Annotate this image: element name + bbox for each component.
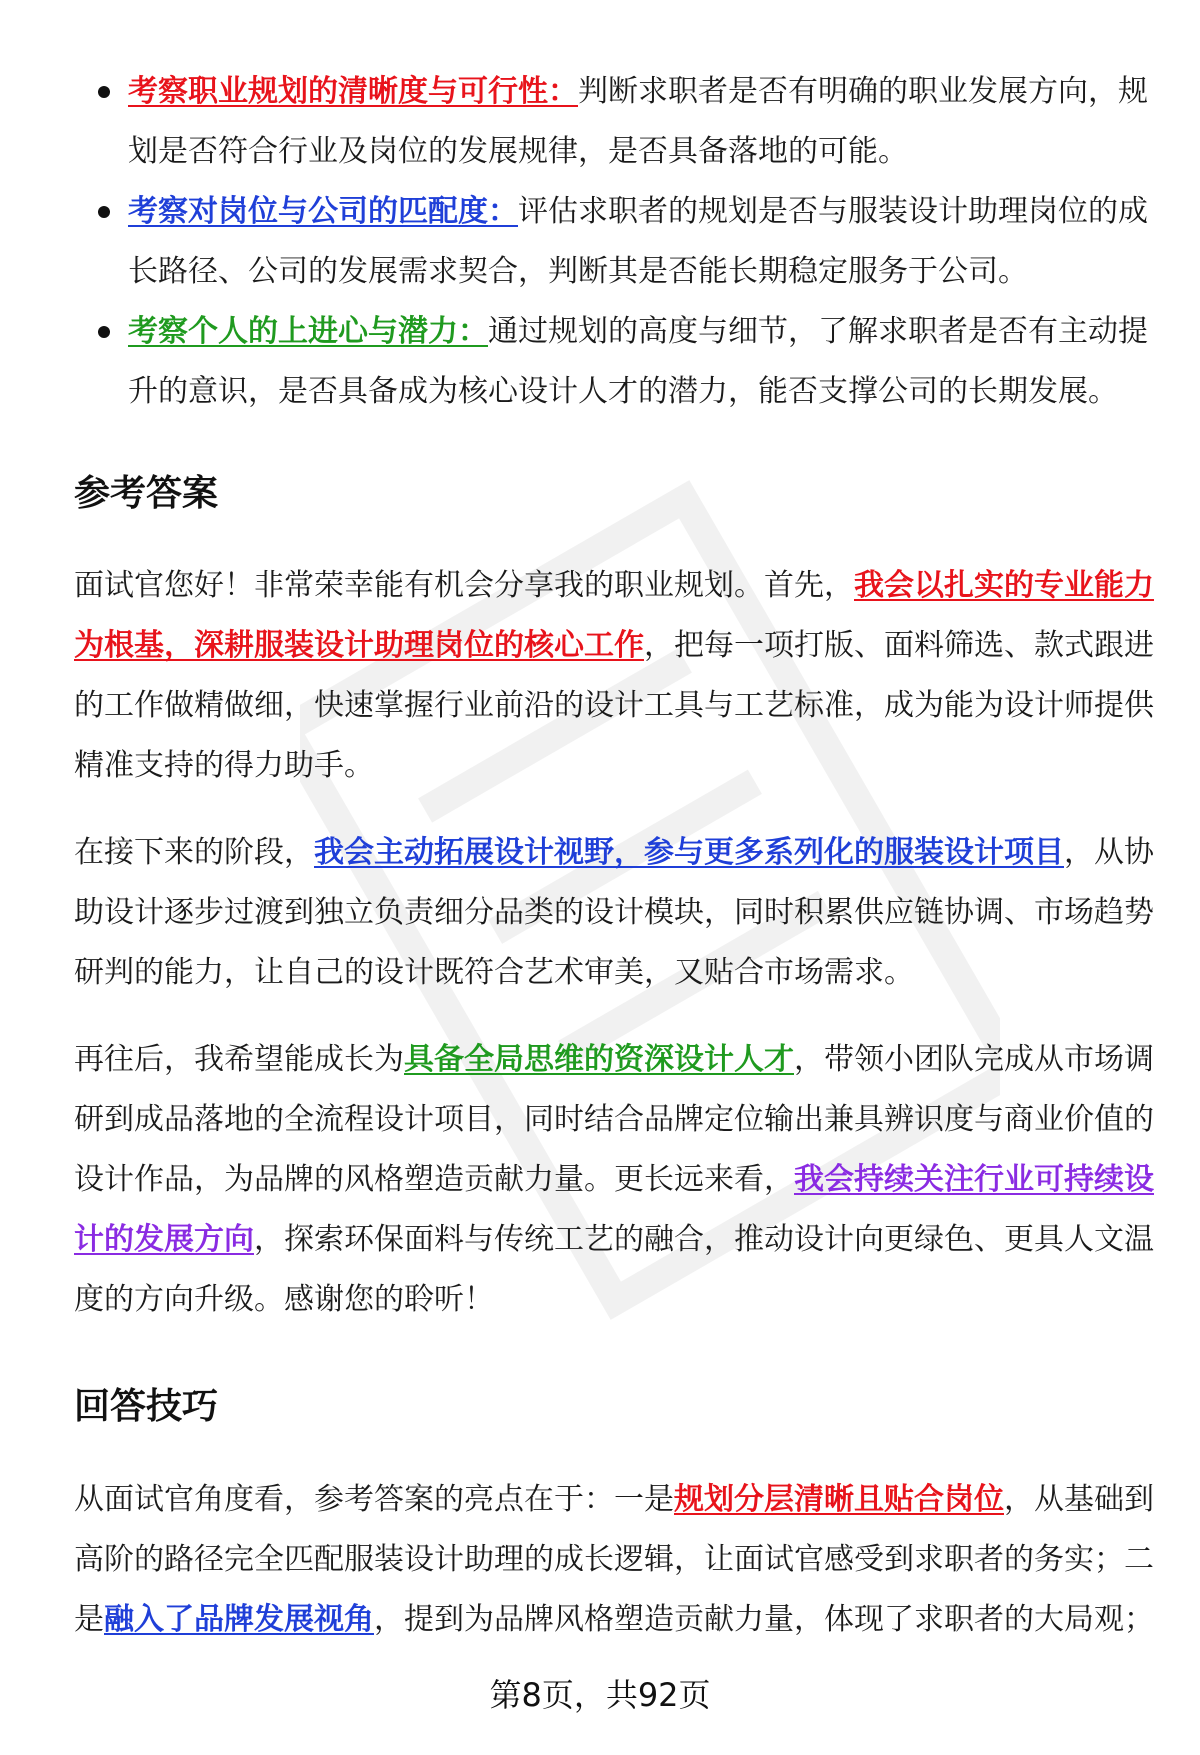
list-item bbox=[74, 182, 1154, 302]
highlight-text: 我会以扎实的专业能力为根基，深耕服装设计助理岗位的核心工作 bbox=[74, 568, 1154, 663]
bullet-icon bbox=[98, 206, 110, 218]
item-text: 判断求职者是否有明确的职业发展方向，规划是否符合行业及岗位的发展规律，是否具备落地的可能。 bbox=[128, 74, 1148, 169]
page-number: 第8页，共92页 bbox=[489, 1676, 711, 1714]
tips-paragraph-1: 从面试官角度看，参考答案的亮点在于：一是规划分层清晰且贴合岗位，从基础到高阶的路径完全匹配服装设计助理的成长逻辑，让面试官感受到求职者的务实；二是融入了品牌发展视角，提到为品牌风格塑造贡献力量，体现了求职者的大局观； bbox=[74, 1482, 1154, 1637]
item-text: 通过规划的高度与细节，了解求职者是否有主动提升的意识，是否具备成为核心设计人才的潜力，能否支撑公司的长期发展。 bbox=[128, 314, 1148, 409]
answer-paragraph-2: 在接下来的阶段，我会主动拓展设计视野，参与更多系列化的服装设计项目，从协助设计逐步过渡到独立负责细分品类的设计模块，同时积累供应链协调、市场趋势研判的能力，让自己的设计既符合艺术审美，又贴合市场需求。 bbox=[74, 835, 1154, 990]
list-item bbox=[74, 62, 1154, 182]
highlight-text: 我会持续关注行业可持续设计的发展方向 bbox=[74, 1162, 1154, 1257]
item-text: 评估求职者的规划是否与服装设计助理岗位的成长路径、公司的发展需求契合，判断其是否能长期稳定服务于公司。 bbox=[128, 194, 1148, 289]
highlight-text: 考察个人的上进心与潜力： bbox=[128, 314, 488, 349]
highlight-text: 考察对岗位与公司的匹配度： bbox=[128, 194, 518, 229]
answer-paragraph-1: 面试官您好！非常荣幸能有机会分享我的职业规划。首先，我会以扎实的专业能力为根基，深耕服装设计助理岗位的核心工作，把每一项打版、面料筛选、款式跟进的工作做精做细，快速掌握行业前沿的设计工具与工艺标准，成为能为设计师提供精准支持的得力助手。 bbox=[74, 568, 1154, 783]
list-item bbox=[74, 302, 1154, 422]
answer-paragraph-3: 再往后，我希望能成长为具备全局思维的资深设计人才，带领小团队完成从市场调研到成品落地的全流程设计项目，同时结合品牌定位输出兼具辨识度与商业价值的设计作品，为品牌的风格塑造贡献力量。更长远来看，我会持续关注行业可持续设计的发展方向，探索环保面料与传统工艺的融合，推动设计向更绿色、更具人文温度的方向升级。感谢您的聆听！ bbox=[74, 1042, 1154, 1317]
highlight-text: 考察职业规划的清晰度与可行性： bbox=[128, 74, 578, 109]
highlight-text: 具备全局思维的资深设计人才 bbox=[404, 1042, 794, 1077]
bullet-icon bbox=[98, 86, 110, 98]
evaluation-points-list bbox=[74, 62, 1154, 422]
section-heading-answer-tips: 回答技巧 bbox=[74, 1386, 219, 1427]
section-heading-reference-answer: 参考答案 bbox=[74, 473, 219, 514]
highlight-text: 我会主动拓展设计视野，参与更多系列化的服装设计项目 bbox=[314, 835, 1064, 870]
bullet-icon bbox=[98, 326, 110, 338]
highlight-text: 规划分层清晰且贴合岗位 bbox=[674, 1482, 1004, 1517]
highlight-text: 融入了品牌发展视角 bbox=[104, 1602, 374, 1637]
